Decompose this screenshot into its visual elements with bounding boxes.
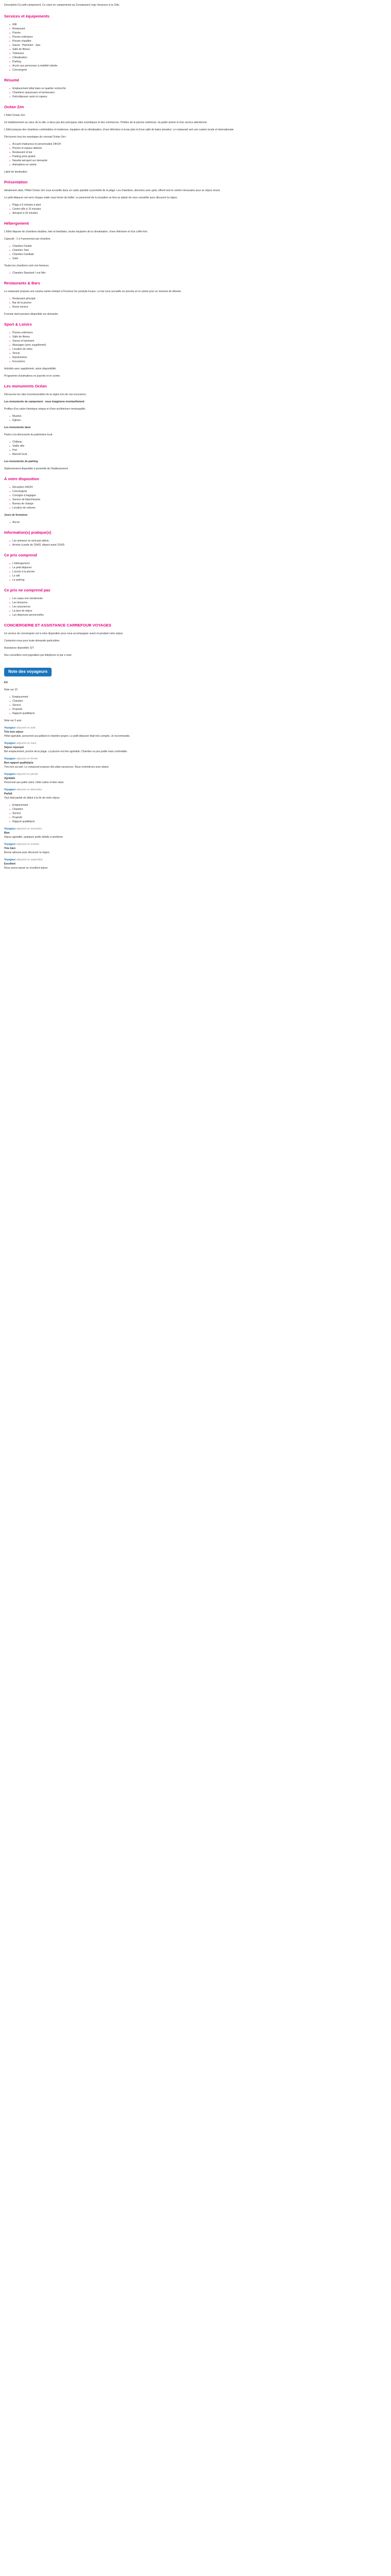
review <box>4 772 384 785</box>
reviews <box>4 726 384 800</box>
review <box>4 858 384 870</box>
presentation-title: Présentation <box>4 180 28 184</box>
review <box>4 842 384 855</box>
monuments-paragraph: Partez à la découverte du patrimoine local. <box>4 433 53 436</box>
sport-title: Sport & Loisirs <box>4 322 32 327</box>
list-item: ● Centre-ville à 10 minutes <box>9 207 384 211</box>
list-item: ● Accès aux personnes à mobilité réduite <box>9 64 384 68</box>
destination-title: À votre disposition <box>4 477 39 481</box>
concierge-title: CONCIERGERIE ET ASSISTANCE CARREFOUR VOYAGES <box>4 623 111 628</box>
list-item: ● Plage à 5 minutes à pied <box>9 203 384 207</box>
score-note: Note sur 5 avis <box>4 719 22 722</box>
review-title: Séjour reposant <box>4 745 24 749</box>
list-item: ● L'accès à la piscine <box>9 570 384 574</box>
review-text: Nous avons passé un excellent séjour. <box>4 866 48 870</box>
ocean-subtitle: L'hôtel Océan Zen <box>4 114 25 117</box>
list-item: ● Propreté <box>9 816 384 820</box>
ocean-list <box>4 142 384 167</box>
list-item: ● Petit-déjeuner varié et copieux <box>9 95 384 99</box>
list-item: ● Parking <box>9 60 384 64</box>
sport-list <box>4 331 384 364</box>
list-item: ● Piscine extérieure <box>9 35 384 39</box>
review-text: Hôtel agréable, personnel accueillant et chambre propre. Le petit-déjeuner était très complet. Je recommande. <box>4 734 131 738</box>
notes-title: Note des voyageurs <box>4 668 52 676</box>
more-score-list <box>4 803 384 824</box>
monuments-subtitle: Les monuments du campement - nous imaginons éventuellement <box>4 400 85 403</box>
list-item: ● Conciergerie <box>9 68 384 72</box>
list-item: ● Bureau de change <box>9 502 384 506</box>
list-item: ● Sauna et hammam <box>9 339 384 343</box>
list-item: ● Service <box>9 703 384 707</box>
review-title: Bien <box>4 831 10 835</box>
review <box>4 757 384 769</box>
list-item: ● Le parking <box>9 578 384 582</box>
list-item: ● Consigne à bagages <box>9 494 384 498</box>
ocean-title: Océan Zen <box>4 105 24 109</box>
list-item: ● Chambres spacieuses et lumineuses <box>9 91 384 95</box>
list-item: ● Tennis <box>9 351 384 355</box>
list-item: ● Massages (avec supplément) <box>9 343 384 347</box>
review-author: Voyageur <box>4 842 16 846</box>
list-item: ● Parking privé gratuit <box>9 155 384 159</box>
list-item: ● Accueil chaleureux et personnalisé 24h/24 <box>9 142 384 146</box>
review-date: séjourné en novembre <box>16 827 42 831</box>
list-item: ● Piscine extérieure <box>9 331 384 335</box>
list-item: ● Piscine chauffée <box>9 39 384 43</box>
review-title: Agréable <box>4 776 15 780</box>
list-item: ● Aucun <box>9 520 384 524</box>
review-text: Tout était parfait du début à la fin de notre séjour. <box>4 796 60 800</box>
list-item: ● Service <box>9 811 384 816</box>
monuments-subtitle: Les monuments du parking <box>4 460 38 463</box>
list-item: ● Arrivée à partir de 15h00, départ avant 11h00. <box>9 543 384 547</box>
info-list <box>4 539 384 547</box>
presentation-paragraph: Le petit-déjeuner est servi chaque matin sous forme de buffet. Le personnel de la réception se fera un plaisir de vous conseiller pour découvrir la région. <box>4 196 178 199</box>
restaurants-list <box>4 297 384 309</box>
list-item: ● Chambre <box>9 807 384 811</box>
list-item: ● Location de vélos <box>9 347 384 351</box>
hebergement-paragraph: Capacité : 2 à 4 personnes par chambre. <box>4 238 51 241</box>
review-text: Personnel aux petits soins, hôtel calme et bien situé. <box>4 781 64 784</box>
score-list <box>4 695 384 716</box>
jours-list <box>4 520 384 524</box>
list-item: ● Animations en soirée <box>9 163 384 167</box>
list-item: ● Chambre Double <box>9 244 384 248</box>
list-item: ● Piscine <box>9 31 384 35</box>
list-item: ● Le petit-déjeuner <box>9 566 384 570</box>
review-title: Très bon séjour <box>4 730 24 734</box>
review-author: Voyageur <box>4 772 16 776</box>
list-item: ● Wifi <box>9 23 384 27</box>
ocean-paragraph: Un établissement au cœur de la ville, à deux pas des principaux sites touristiques et des commerces. Profitez de la piscine extérieure, du jardin arboré et d'un service attentionné. <box>4 121 207 124</box>
list-item: ● Restaurant <box>9 27 384 31</box>
services-list <box>4 23 384 72</box>
list-item: ● Télévision <box>9 52 384 56</box>
label-destination: Label de destination <box>4 171 27 174</box>
review-title: Parfait <box>4 792 12 795</box>
list-item: ● La taxe de séjour <box>9 609 384 613</box>
list-item: ● Marché local <box>9 452 384 456</box>
list-item: ● Églises <box>9 418 384 422</box>
list-item: ● Room service <box>9 305 384 309</box>
review-date: séjourné en février <box>16 757 38 760</box>
list-item: ● Aéroport à 20 minutes <box>9 211 384 215</box>
list-item: ● Les repas non mentionnés <box>9 597 384 601</box>
restaurants-paragraph: Le restaurant propose une cuisine variée mettant à l'honneur les produits locaux. Le bar vous accueille en journée et en soirée pour un moment de détente. <box>4 290 182 293</box>
restaurants-paragraph: Formule demi-pension disponible sur demande. <box>4 313 59 316</box>
review-text: Séjour agréable, quelques petits détails à améliorer. <box>4 835 64 839</box>
monuments-paragraph: Découvrez les sites incontournables de la région lors de vos excursions. <box>4 393 87 396</box>
review-title: Bon rapport qualité/prix <box>4 761 34 765</box>
review-author: Voyageur <box>4 741 16 745</box>
list-item: ● Service de blanchisserie <box>9 498 384 502</box>
list-item: ● L'hébergement <box>9 562 384 566</box>
list-item: ● Emplacement <box>9 695 384 699</box>
list-item: ● Rapport qualité/prix <box>9 820 384 824</box>
list-item: ● Rapport qualité/prix <box>9 711 384 716</box>
services-title: Services et équipements <box>4 14 50 19</box>
hebergement-list <box>4 244 384 261</box>
list-item: ● Chambre Twin <box>9 248 384 252</box>
review-title: Très bien <box>4 846 15 850</box>
resume-title: Résumé <box>4 78 20 82</box>
review-date: séjourné en septembre <box>16 858 43 861</box>
review-date: séjourné en avril <box>16 726 36 730</box>
page <box>0 0 391 877</box>
monuments-title: Les monuments Océan <box>4 384 47 388</box>
presentation-paragraph: Idéalement situé, l'Hôtel Océan Zen vous accueille dans un cadre paisible à proximité de la plage. Les chambres, décorées avec goût, offrent tout le confort nécessaire pour un séjour réussi. <box>4 189 221 192</box>
prix-not-title: Ce prix ne comprend pas <box>4 588 51 592</box>
list-item: ● Salle de fitness <box>9 47 384 52</box>
list-item: ● Les boissons <box>9 601 384 605</box>
list-item: ● Chambre Standard / vue Mer <box>9 271 384 275</box>
review-title: Excellent <box>4 862 15 866</box>
list-item: ● Réception 24h/24 <box>9 485 384 489</box>
concierge-paragraph: Nos conseillers sont joignables par téléphone et par e-mail. <box>4 654 72 657</box>
review <box>4 788 384 800</box>
review-author: Voyageur <box>4 788 16 791</box>
monuments-list <box>4 414 384 422</box>
list-item: ● Vieille ville <box>9 444 384 448</box>
list-item: ● Suite <box>9 257 384 261</box>
review-author: Voyageur <box>4 858 16 861</box>
ocean-paragraph: Découvrez tous les avantages du concept Océan Zen : <box>4 135 67 139</box>
list-item: ● Emplacement <box>9 803 384 807</box>
monuments-list <box>4 440 384 456</box>
list-item: ● Les dépenses personnelles <box>9 613 384 617</box>
jours-title: Jours de fermeture <box>4 514 28 517</box>
list-item: ● Climatisation <box>9 56 384 60</box>
review-author: Voyageur <box>4 827 16 831</box>
list-item: ● Restaurant principal <box>9 297 384 301</box>
list-item: ● Randonnées <box>9 355 384 360</box>
review-date: séjourné en octobre <box>16 842 40 846</box>
monuments-paragraph: Stationnement disponible à proximité de l'établissement. <box>4 467 69 470</box>
monuments-paragraph: Profitez d'un cadre historique unique et d'une architecture remarquable. <box>4 408 86 411</box>
destination-list <box>4 485 384 510</box>
list-item: ● Propreté <box>9 707 384 711</box>
prix-not-list <box>4 597 384 617</box>
intro-text: Description:Ce petit campement. Ce cœur en campements au Connaissent Legs Vacances à la Côte. <box>4 4 120 7</box>
list-item: ● Musées <box>9 414 384 418</box>
list-item: ● Salle de fitness <box>9 335 384 339</box>
concierge-paragraph: Un service de conciergerie est à votre disposition pour vous accompagner avant et pendant votre séjour. <box>4 632 124 635</box>
review-text: Très bon accueil. Le restaurant propose des plats savoureux. Nous reviendrons avec plaisir. <box>4 765 109 769</box>
list-item: ● Sauna - Hammam - Spa <box>9 43 384 47</box>
review-date: séjourné en janvier <box>16 772 39 776</box>
hebergement-paragraph: Toutes les chambres sont non-fumeurs. <box>4 264 50 267</box>
review-date: séjourné en décembre <box>16 788 42 791</box>
list-item: ● Château <box>9 440 384 444</box>
restaurants-title: Restaurants & Bars <box>4 281 40 285</box>
list-item: ● Le wifi <box>9 574 384 578</box>
list-item: ● Emplacement idéal dans un quartier recherché <box>9 87 384 91</box>
list-item: ● Navette aéroport sur demande <box>9 159 384 163</box>
sport-paragraph: Activités avec supplément, selon disponibilité. <box>4 367 57 370</box>
list-item: ● Conciergerie <box>9 489 384 494</box>
review <box>4 741 384 754</box>
list-item: ● Piscine et espace détente <box>9 146 384 150</box>
review-author: Voyageur <box>4 757 16 760</box>
review-author: Voyageur <box>4 726 16 730</box>
reviews-2 <box>4 827 384 870</box>
list-item: ● Restaurant et bar <box>9 150 384 155</box>
list-item: ● Les animaux ne sont pas admis. <box>9 539 384 543</box>
list-item: ● Les assurances <box>9 605 384 609</box>
sport-paragraph: Programme d'animations en journée et en soirée. <box>4 375 61 378</box>
review <box>4 827 384 839</box>
prix-list <box>4 562 384 582</box>
prix-title: Ce prix comprend <box>4 553 37 557</box>
list-item: ● Chambre Familiale <box>9 252 384 257</box>
monuments-subtitle: Les monuments dans <box>4 426 31 429</box>
review-text: Bel emplacement, proche de la plage. La piscine est très agréable. Chambre un peu petite mais confortable. <box>4 750 128 753</box>
ocean-paragraph: L'hôtel propose des chambres confortables et modernes, équipées de la climatisation, d'une télévision à écran plat et d'une salle de bains privative. Le restaurant sert une cuisine locale et internationale. <box>4 128 234 131</box>
review-text: Bonne adresse pour découvrir la région. <box>4 851 50 854</box>
list-item: ● Chambre <box>9 699 384 703</box>
score-value: 8.6 <box>4 681 8 684</box>
hebergement-title: Hébergement <box>4 221 29 226</box>
review <box>4 726 384 738</box>
info-title: Information(s) pratique(s) <box>4 530 52 535</box>
resume-list <box>4 87 384 99</box>
presentation-list <box>4 203 384 215</box>
list-item: ● Excursions <box>9 360 384 364</box>
hebergement-extra-list <box>4 271 384 275</box>
list-item: ● Bar de la piscine <box>9 301 384 305</box>
concierge-paragraph: Contactez-nous pour toute demande particulière. <box>4 639 60 642</box>
list-item: ● Location de voitures <box>9 506 384 510</box>
list-item: ● Port <box>9 448 384 452</box>
hebergement-paragraph: L'hôtel dispose de chambres doubles, twin et familiales, toutes équipées de la climatisation, d'une télévision et d'un coffre-fort. <box>4 230 148 233</box>
review-date: séjourné en mars <box>16 741 37 745</box>
concierge-paragraph: Assistance disponible 7j/7. <box>4 647 35 650</box>
score-text: Note sur 10 <box>4 688 18 691</box>
